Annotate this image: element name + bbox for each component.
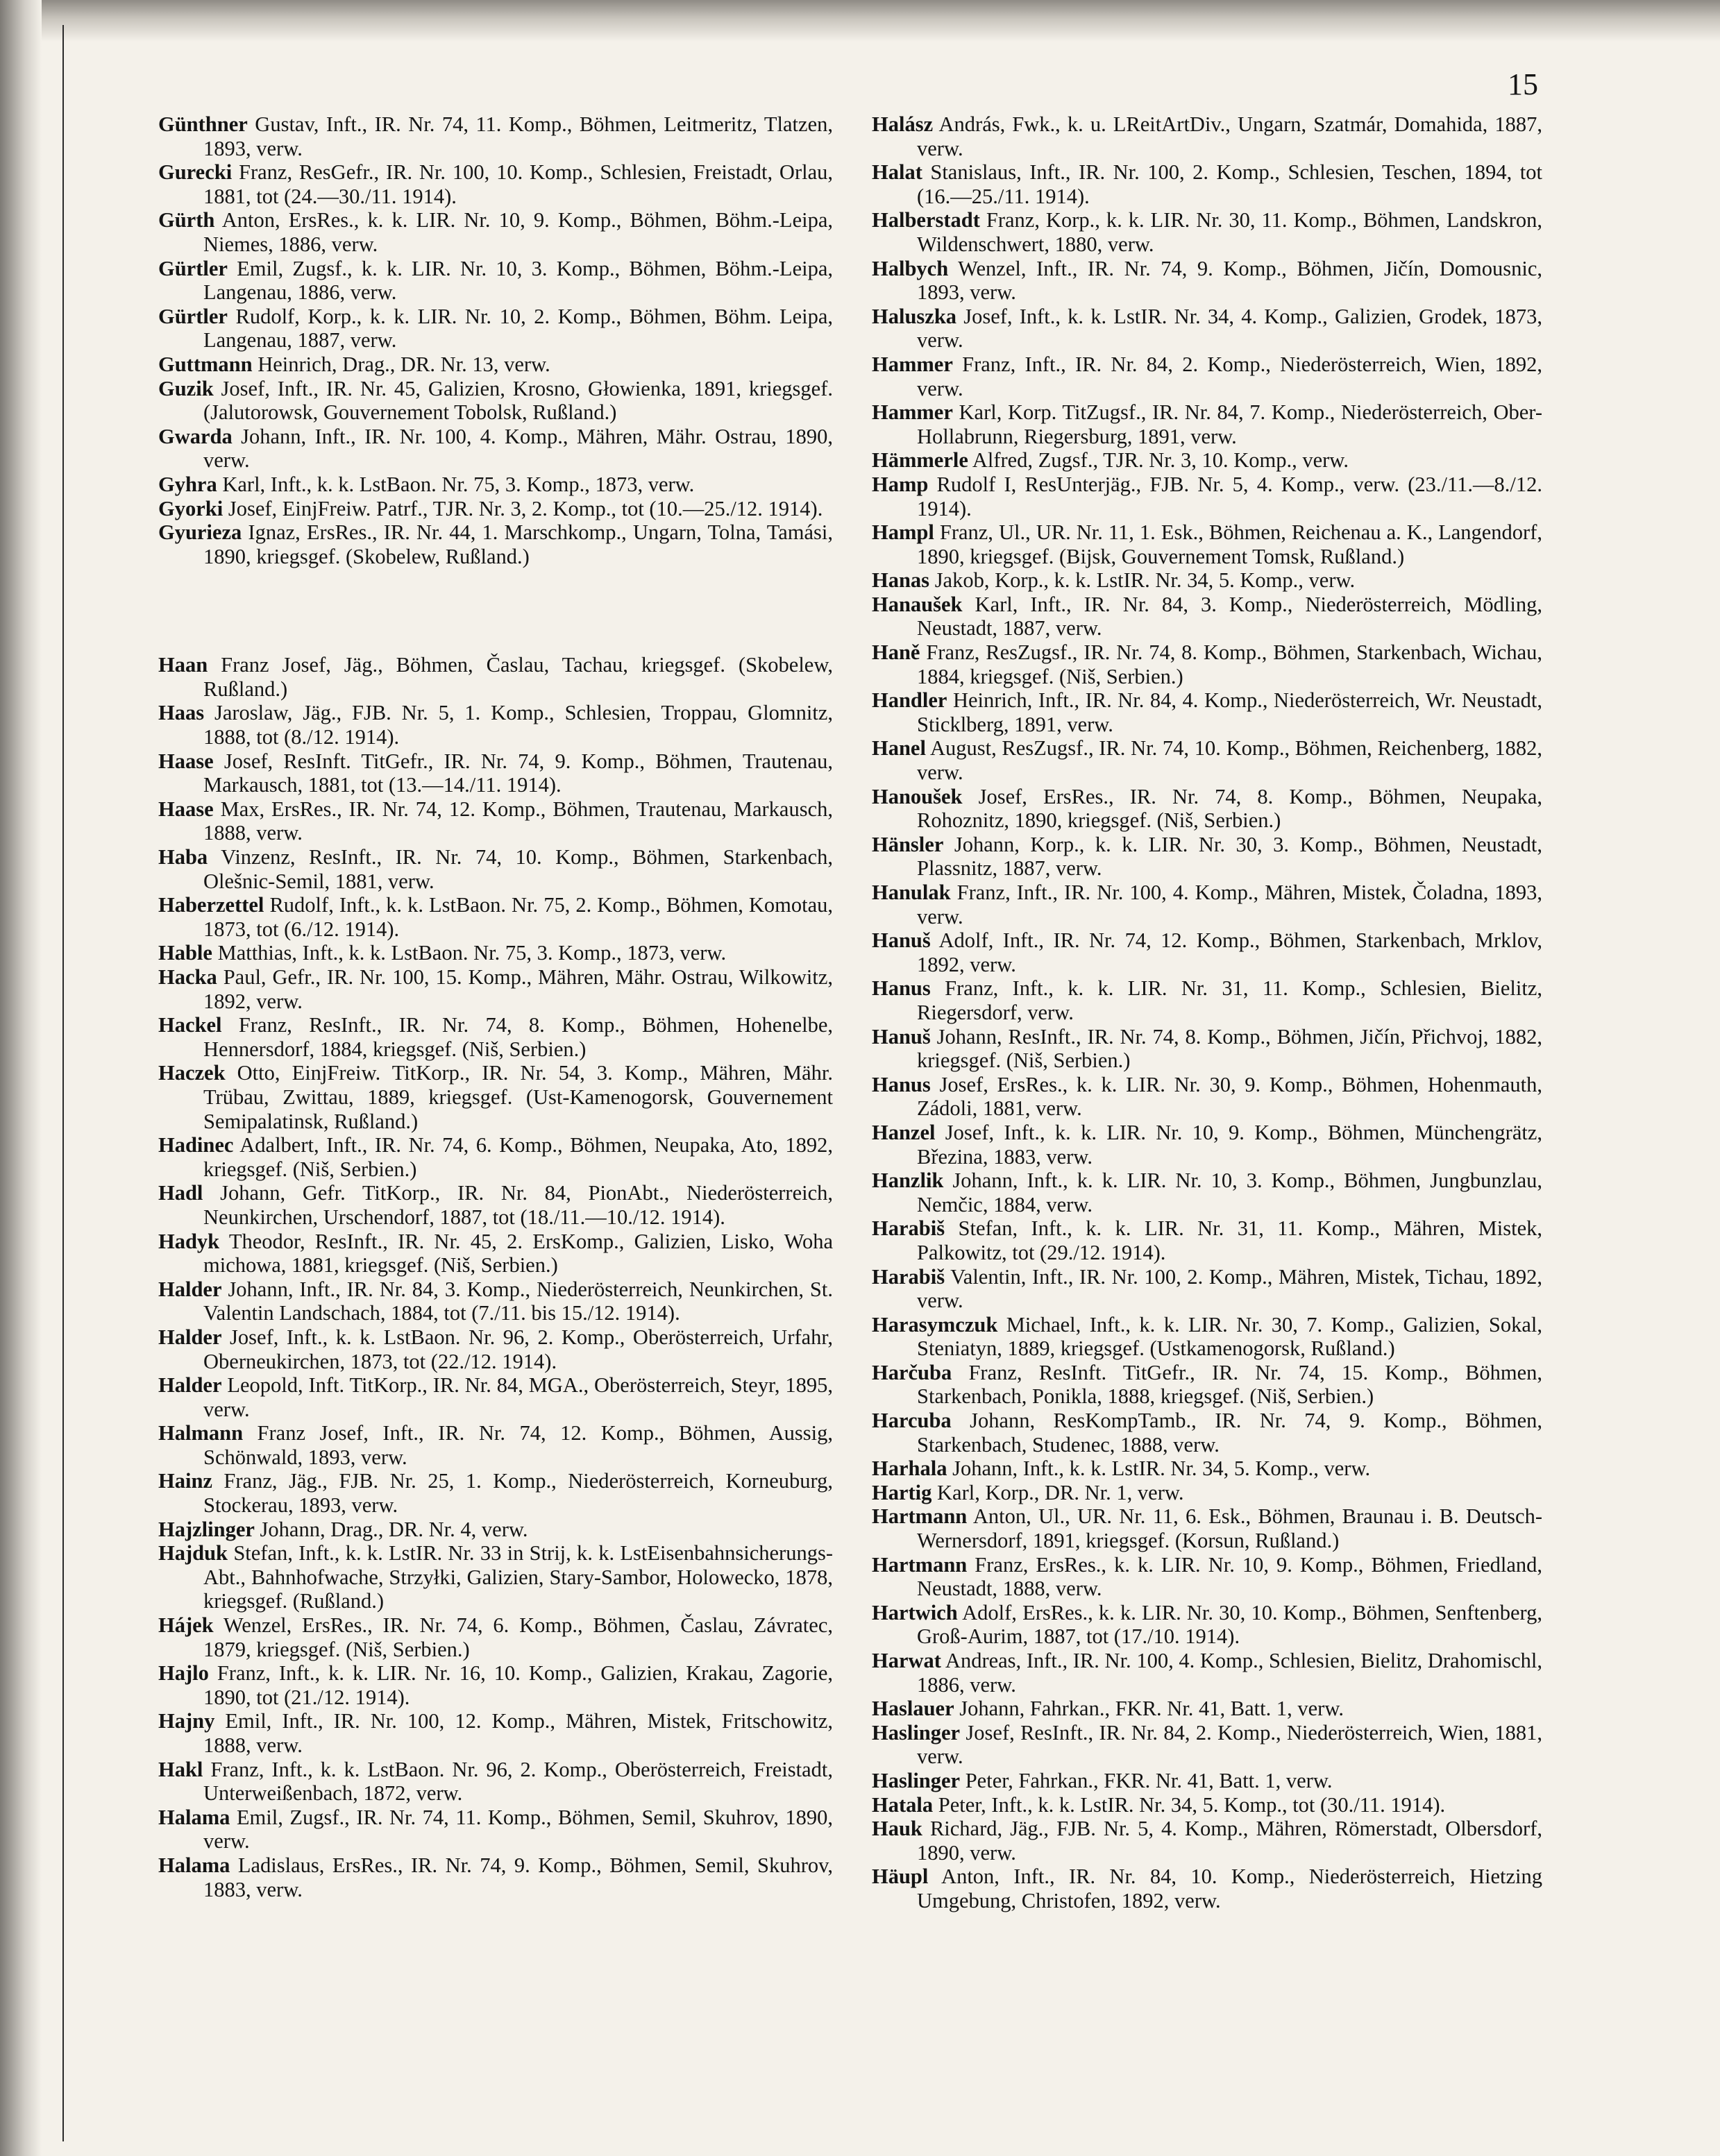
register-entry [872,640,1542,688]
entry-surname: Halbych [872,256,949,280]
entry-surname: Hacka [158,965,217,989]
entry-surname: Haluszka [872,304,957,328]
register-entry [872,208,1542,256]
entry-details: Paul, Gefr., IR. Nr. 100, 15. Komp., Mähren, Mähr. Ostrau, Wilkowitz, 1892, verw. [203,965,833,1013]
entry-surname: Gürth [158,208,215,232]
entry-surname: Günthner [158,112,248,136]
entry-details: Franz Josef, Jäg., Böhmen, Časlau, Tachau, kriegsgef. (Skobelew, Rußland.) [203,653,833,701]
entry-surname: Gurecki [158,160,233,185]
entry-surname: Hainz [158,1469,212,1493]
register-entry [872,1817,1542,1865]
entry-details: Peter, Inft., k. k. LstIR. Nr. 34, 5. Komp., tot (30./11. 1914). [933,1792,1446,1817]
entry-surname: Halder [158,1373,222,1398]
register-entry [158,1421,833,1469]
entry-details: Franz, Korp., k. k. LIR. Nr. 30, 11. Komp., Böhmen, Landskron, Wildenschwert, 1880, verw. [917,208,1542,256]
register-entry [158,653,833,701]
entry-surname: Harabiš [872,1216,945,1241]
entry-surname: Hartwich [872,1600,958,1624]
entry-details: Emil, Inft., IR. Nr. 100, 12. Komp., Mähren, Mistek, Fritschowitz, 1888, verw. [203,1709,833,1757]
entry-surname: Hartmann [872,1552,968,1577]
entry-surname: Hanuš [872,928,931,953]
register-entry [158,1709,833,1757]
entry-surname: Hamp [872,472,929,496]
entry-details: Franz, ErsRes., k. k. LIR. Nr. 10, 9. Komp., Böhmen, Friedland, Neustadt, 1888, verw. [917,1552,1542,1601]
register-entry [158,1061,833,1133]
entry-details: Wenzel, Inft., IR. Nr. 74, 9. Komp., Böhmen, Jičín, Domousnic, 1893, verw. [917,256,1542,305]
entry-details: Franz, ResInft., IR. Nr. 74, 8. Komp., Böhmen, Hohenelbe, Hennersdorf, 1884, kriegsgef. (Niš, Serbien.) [203,1013,833,1061]
entry-details: Emil, Zugsf., k. k. LIR. Nr. 10, 3. Komp., Böhmen, Böhm.-Leipa, Langenau, 1886, verw. [203,256,833,305]
entry-details: August, ResZugsf., IR. Nr. 74, 10. Komp., Böhmen, Reichenberg, 1882, verw. [917,736,1542,785]
register-entry [158,1230,833,1278]
register-entry [158,701,833,749]
register-entry [872,1865,1542,1912]
register-entry [158,893,833,941]
entry-surname: Haslauer [872,1697,954,1721]
entry-surname: Handler [872,688,947,713]
right-column [872,112,1542,1913]
entry-surname: Hakl [158,1757,203,1781]
entry-details: Josef, Inft., k. k. LstBaon. Nr. 96, 2. Komp., Oberösterreich, Urfahr, Oberneukirchen, 1873, tot (22./12. 1914). [203,1325,833,1373]
entry-details: Josef, Inft., k. k. LIR. Nr. 10, 9. Komp., Böhmen, Münchengrätz, Březina, 1883, verw. [917,1120,1542,1169]
register-entry [872,1216,1542,1264]
entry-surname: Haně [872,640,920,665]
register-entry [158,749,833,797]
entry-details: Otto, EinjFreiw. TitKorp., IR. Nr. 54, 3. Komp., Mähren, Mähr. Trübau, Zwittau, 1889, kriegsgef. (Ust-Kamenogorsk, Gouvernement Semipalatinsk, Rußland.) [203,1061,833,1133]
register-entry [158,1181,833,1229]
register-entry [872,1457,1542,1481]
entry-surname: Hänsler [872,832,944,856]
entry-surname: Hanulak [872,881,951,904]
entry-surname: Hanus [872,976,931,1001]
entry-surname: Halder [158,1277,222,1301]
register-entry [158,1661,833,1709]
right-column-entries [872,112,1542,1913]
register-entry [872,257,1542,305]
entry-surname: Hanaušek [872,592,963,616]
entry-surname: Hartig [872,1480,932,1504]
register-entry [158,1133,833,1181]
entry-details: Andreas, Inft., IR. Nr. 100, 4. Komp., Schlesien, Bielitz, Drahomischl, 1886, verw. [917,1649,1542,1697]
register-entry [158,160,833,208]
entry-details: Franz, Inft., k. k. LstBaon. Nr. 96, 2. Komp., Oberösterreich, Freistadt, Unterweißenbach, 1872, verw. [203,1757,833,1806]
entry-details: Anton, Ul., UR. Nr. 11, 6. Esk., Böhmen, Braunau i. B. Deutsch-Wernersdorf, 1891, kriegsgef. (Korsun, Rußland.) [917,1504,1542,1553]
entry-details: Anton, Inft., IR. Nr. 84, 10. Komp., Niederösterreich, Hietzing Umgebung, Christofen, 1892, verw. [917,1865,1542,1912]
entry-surname: Halmann [158,1421,244,1445]
entry-details: Adolf, Inft., IR. Nr. 74, 12. Komp., Böhmen, Starkenbach, Mrklov, 1892, verw. [917,928,1542,976]
entry-surname: Hajny [158,1709,215,1733]
register-entry [158,1806,833,1853]
entry-details: Leopold, Inft. TitKorp., IR. Nr. 84, MGA., Oberösterreich, Steyr, 1895, verw. [203,1373,833,1421]
register-entry [158,208,833,256]
register-entry [872,160,1542,208]
entry-details: Rudolf, Korp., k. k. LIR. Nr. 10, 2. Komp., Böhmen, Böhm. Leipa, Langenau, 1887, verw. [203,304,833,353]
entry-details: Franz, Inft., k. k. LIR. Nr. 31, 11. Komp., Schlesien, Bielitz, Riegersdorf, verw. [917,976,1542,1024]
entry-surname: Harcuba [872,1409,952,1433]
entry-surname: Gyhra [158,472,217,496]
register-entry [158,520,833,568]
entry-details: Josef, EinjFreiw. Patrf., TJR. Nr. 3, 2. Komp., tot (10.—25./12. 1914). [223,496,823,520]
entry-surname: Halász [872,112,934,136]
entry-surname: Guttmann [158,352,253,376]
register-entry [158,497,833,521]
left-column-entries-g [158,112,833,568]
left-column-entries-h [158,653,833,1901]
entry-details: Johann, Inft., IR. Nr. 100, 4. Komp., Mähren, Mähr. Ostrau, 1890, verw. [203,424,833,473]
register-entry [158,1325,833,1373]
entry-surname: Haan [158,653,208,677]
register-entry [872,520,1542,568]
entry-surname: Hanzel [872,1120,936,1144]
section-gap [158,568,833,653]
entry-details: Josef, Inft., k. k. LstIR. Nr. 34, 4. Komp., Galizien, Grodek, 1873, verw. [917,304,1542,353]
entry-details: Ladislaus, ErsRes., IR. Nr. 74, 9. Komp., Böhmen, Semil, Skuhrov, 1883, verw. [203,1853,833,1901]
register-entry [872,305,1542,353]
register-entry [872,473,1542,520]
entry-surname: Harčuba [872,1360,952,1384]
entry-surname: Hanus [872,1072,931,1096]
register-entry [872,1121,1542,1169]
entry-surname: Haase [158,797,214,821]
register-entry [158,1613,833,1661]
register-entry [872,1361,1542,1409]
register-entry [158,473,833,497]
entry-details: Johann, Inft., k. k. LstIR. Nr. 34, 5. Komp., verw. [947,1457,1371,1481]
entry-details: Franz, Inft., IR. Nr. 84, 2. Komp., Niederösterreich, Wien, 1892, verw. [917,352,1542,400]
entry-surname: Hadyk [158,1229,220,1253]
entry-details: Johann, Inft., k. k. LIR. Nr. 10, 3. Komp., Böhmen, Jungbunzlau, Nemčic, 1884, verw. [917,1169,1542,1216]
entry-details: Gustav, Inft., IR. Nr. 74, 11. Komp., Böhmen, Leitmeritz, Tlatzen, 1893, verw. [203,112,833,160]
entry-surname: Hampl [872,520,934,545]
register-entry [158,1373,833,1421]
register-entry [872,833,1542,881]
entry-details: Franz, ResInft. TitGefr., IR. Nr. 74, 15. Komp., Böhmen, Starkenbach, Ponikla, 1888, kriegsgef. (Niš, Serbien.) [917,1360,1542,1409]
register-entry [872,688,1542,736]
entry-details: Alfred, Zugsf., TJR. Nr. 3, 10. Komp., verw. [968,448,1349,473]
entry-surname: Hájek [158,1613,214,1638]
register-entry [872,1025,1542,1073]
register-entry [158,1518,833,1542]
register-entry [872,593,1542,640]
entry-surname: Hable [158,941,212,965]
entry-details: Karl, Inft., k. k. LstBaon. Nr. 75, 3. Komp., 1873, verw. [217,472,695,496]
entry-details: Josef, Inft., IR. Nr. 45, Galizien, Krosno, Głowienka, 1891, kriegsgef. (Jalutorowsk, Gouvernement Tobolsk, Rußland.) [203,376,833,425]
register-entry [872,1697,1542,1721]
register-entry [872,1793,1542,1817]
register-entry [158,377,833,425]
register-entry [158,305,833,353]
entry-surname: Guzik [158,376,214,400]
register-entry [158,1541,833,1613]
register-entry [158,1013,833,1061]
entry-surname: Haczek [158,1061,226,1085]
register-entry [872,400,1542,448]
entry-surname: Hanas [872,568,930,593]
entry-surname: Gyorki [158,496,224,520]
scan-edge-top [0,0,1720,42]
entry-surname: Hauk [872,1817,922,1841]
entry-surname: Haase [158,749,214,773]
entry-surname: Hatala [872,1792,934,1817]
register-entry [158,112,833,160]
entry-details: Michael, Inft., k. k. LIR. Nr. 30, 7. Komp., Galizien, Sokal, Steniatyn, 1889, kriegsgef. (Ustkamenogorsk, Rußland.) [917,1312,1542,1361]
entry-details: Stefan, Inft., k. k. LstIR. Nr. 33 in Strij, k. k. LstEisenbahnsicherungs-Abt., Bahnhofwache, Strzyłki, Galizien, Stary-Sambor, Holowecko, 1878, kriegsgef. (Rußland.) [203,1541,833,1613]
register-entry [872,1073,1542,1121]
register-entry [158,797,833,845]
register-entry [872,1721,1542,1769]
entry-details: Johann, Gefr. TitKorp., IR. Nr. 84, PionAbt., Niederösterreich, Neunkirchen, Urschendorf, 1887, tot (18./11.—10./12. 1914). [203,1181,833,1229]
register-entry [158,1278,833,1325]
entry-details: Heinrich, Inft., IR. Nr. 84, 4. Komp., Niederösterreich, Wr. Neustadt, Sticklberg, 1891, verw. [917,688,1542,736]
register-entry [872,112,1542,160]
entry-details: Stanislaus, Inft., IR. Nr. 100, 2. Komp., Schlesien, Teschen, 1894, tot (16.—25./11. 1914). [917,160,1542,208]
entry-surname: Harwat [872,1649,941,1672]
entry-details: Johann, ResInft., IR. Nr. 74, 8. Komp., Böhmen, Jičín, Přichvoj, 1882, kriegsgef. (Niš, Serbien.) [917,1024,1542,1073]
register-entry [872,1409,1542,1457]
register-entry [158,257,833,305]
entry-surname: Hämmerle [872,448,968,473]
entry-details: Theodor, ResInft., IR. Nr. 45, 2. ErsKomp., Galizien, Lisko, Woha michowa, 1881, kriegsgef. (Niš, Serbien.) [203,1229,833,1278]
entry-surname: Haslinger [872,1768,961,1792]
entry-details: Johann, Inft., IR. Nr. 84, 3. Komp., Niederösterreich, Neunkirchen, St. Valentin Landschach, 1884, tot (7./11. bis 15./12. 1914). [203,1277,833,1325]
entry-surname: Halama [158,1853,230,1877]
entry-surname: Hajzlinger [158,1517,255,1541]
register-entry [872,881,1542,928]
entry-surname: Gürtler [158,256,228,280]
entry-surname: Hammer [872,352,953,376]
entry-details: Karl, Korp., DR. Nr. 1, verw. [931,1480,1184,1504]
entry-details: Franz, ResGefr., IR. Nr. 100, 10. Komp., Schlesien, Freistadt, Orlau, 1881, tot (24.—30./11. 1914). [203,160,833,208]
entry-details: Max, ErsRes., IR. Nr. 74, 12. Komp., Böhmen, Trautenau, Markausch, 1888, verw. [203,797,833,845]
register-entry [158,965,833,1013]
register-entry [872,353,1542,400]
register-entry [872,448,1542,473]
entry-surname: Haas [158,701,205,725]
entry-details: Johann, ResKompTamb., IR. Nr. 74, 9. Komp., Böhmen, Starkenbach, Studenec, 1888, verw. [917,1409,1542,1457]
entry-surname: Hartmann [872,1504,968,1529]
register-entry [872,1481,1542,1505]
entry-surname: Häupl [872,1865,929,1889]
entry-surname: Harasymczuk [872,1312,998,1336]
entry-surname: Haba [158,845,208,869]
entry-surname: Hadl [158,1181,203,1205]
entry-surname: Hajlo [158,1661,209,1686]
entry-details: Ignaz, ErsRes., IR. Nr. 44, 1. Marschkomp., Ungarn, Tolna, Tamási, 1890, kriegsgef. (Skobelew, Rußland.) [203,520,833,568]
register-entry [158,845,833,893]
entry-details: Richard, Jäg., FJB. Nr. 5, 4. Komp., Mähren, Römerstadt, Olbersdorf, 1890, verw. [917,1817,1542,1865]
entry-details: Anton, ErsRes., k. k. LIR. Nr. 10, 9. Komp., Böhmen, Böhm.-Leipa, Niemes, 1886, verw. [203,208,833,256]
register-entry [158,1469,833,1517]
margin-rule [62,25,64,2141]
entry-surname: Haslinger [872,1720,961,1745]
entry-surname: Gürtler [158,304,228,328]
register-entry [158,425,833,473]
entry-surname: Hanoušek [872,784,963,808]
page-number: 15 [1508,67,1538,101]
entry-details: Franz, Inft., k. k. LIR. Nr. 16, 10. Komp., Galizien, Krakau, Zagorie, 1890, tot (21./12. 1914). [203,1661,833,1709]
register-entry [872,976,1542,1024]
entry-details: Franz, Ul., UR. Nr. 11, 1. Esk., Böhmen, Reichenau a. K., Langendorf, 1890, kriegsgef. (Bijsk, Gouvernement Tomsk, Rußland.) [917,520,1542,568]
entry-surname: Hadinec [158,1133,234,1157]
entry-surname: Hanuš [872,1024,931,1049]
entry-details: Heinrich, Drag., DR. Nr. 13, verw. [252,352,550,376]
entry-details: Franz, Jäg., FJB. Nr. 25, 1. Komp., Niederösterreich, Korneuburg, Stockerau, 1893, verw. [203,1469,833,1518]
register-entry [158,1853,833,1901]
entry-surname: Haberzettel [158,893,264,917]
entry-details: Johann, Fahrkan., FKR. Nr. 41, Batt. 1, verw. [954,1697,1344,1721]
entry-surname: Halama [158,1805,230,1829]
entry-details: Josef, ResInft. TitGefr., IR. Nr. 74, 9. Komp., Böhmen, Trautenau, Markausch, 1881, tot (13.—14./11. 1914). [203,749,833,797]
entry-details: Rudolf I, ResUnterjäg., FJB. Nr. 5, 4. Komp., verw. (23./11.—8./12. 1914). [917,472,1542,520]
entry-details: Johann, Drag., DR. Nr. 4, verw. [254,1517,528,1541]
register-entry [158,1758,833,1806]
entry-details: Adolf, ErsRes., k. k. LIR. Nr. 30, 10. Komp., Böhmen, Senftenberg, Groß-Aurim, 1887, tot (17./10. 1914). [917,1600,1542,1649]
entry-surname: Harabiš [872,1264,945,1289]
entry-details: Franz, Inft., IR. Nr. 100, 4. Komp., Mähren, Mistek, Čoladna, 1893, verw. [917,881,1542,928]
entry-details: Karl, Inft., IR. Nr. 84, 3. Komp., Niederösterreich, Mödling, Neustadt, 1887, verw. [917,592,1542,640]
entry-details: Karl, Korp. TitZugsf., IR. Nr. 84, 7. Komp., Niederösterreich, Ober-Hollabrunn, Riegersburg, 1891, verw. [917,400,1542,448]
entry-details: Josef, ErsRes., k. k. LIR. Nr. 30, 9. Komp., Böhmen, Hohenmauth, Zádoli, 1881, verw. [917,1072,1542,1121]
entry-details: András, Fwk., k. u. LReitArtDiv., Ungarn, Szatmár, Domahida, 1887, verw. [917,112,1542,160]
register-entry [872,1769,1542,1793]
entry-surname: Hanel [872,736,926,761]
register-entry [872,568,1542,593]
entry-details: Adalbert, Inft., IR. Nr. 74, 6. Komp., Böhmen, Neupaka, Ato, 1892, kriegsgef. (Niš, Serbien.) [203,1133,833,1181]
register-entry [872,1313,1542,1361]
entry-details: Jaroslaw, Jäg., FJB. Nr. 5, 1. Komp., Schlesien, Troppau, Glomnitz, 1888, tot (8./12. 1914). [203,701,833,749]
entry-details: Emil, Zugsf., IR. Nr. 74, 11. Komp., Böhmen, Semil, Skuhrov, 1890, verw. [203,1805,833,1853]
entry-details: Jakob, Korp., k. k. LstIR. Nr. 34, 5. Komp., verw. [929,568,1356,593]
register-entry [872,785,1542,833]
register-entry [872,736,1542,784]
register-entry [158,353,833,377]
register-entry [872,1553,1542,1601]
register-entry [872,1265,1542,1313]
entry-details: Stefan, Inft., k. k. LIR. Nr. 31, 11. Komp., Mähren, Mistek, Palkowitz, tot (29./12. 1914). [917,1216,1542,1264]
entry-surname: Gyurieza [158,520,242,545]
entry-surname: Hammer [872,400,953,425]
entry-details: Matthias, Inft., k. k. LstBaon. Nr. 75, 3. Komp., 1873, verw. [212,941,727,965]
entry-details: Peter, Fahrkan., FKR. Nr. 41, Batt. 1, verw. [960,1768,1333,1792]
register-entry [872,928,1542,976]
entry-surname: Gwarda [158,424,233,448]
register-entry [872,1169,1542,1216]
entry-details: Vinzenz, ResInft., IR. Nr. 74, 10. Komp., Böhmen, Starkenbach, Olešnic-Semil, 1881, verw. [203,845,833,893]
register-entry [872,1601,1542,1649]
left-column [158,112,833,1901]
register-entry [872,1649,1542,1697]
entry-details: Wenzel, ErsRes., IR. Nr. 74, 6. Komp., Böhmen, Časlau, Závratec, 1879, kriegsgef. (Niš, Serbien.) [203,1613,833,1661]
entry-details: Franz, ResZugsf., IR. Nr. 74, 8. Komp., Böhmen, Starkenbach, Wichau, 1884, kriegsgef. (Niš, Serbien.) [917,640,1542,688]
entry-details: Johann, Korp., k. k. LIR. Nr. 30, 3. Komp., Böhmen, Neustadt, Plassnitz, 1887, verw. [917,832,1542,881]
scan-edge-left [0,0,42,2156]
entry-details: Josef, ErsRes., IR. Nr. 74, 8. Komp., Böhmen, Neupaka, Rohoznitz, 1890, kriegsgef. (Niš, Serbien.) [917,784,1542,833]
register-entry [158,941,833,965]
entry-surname: Harhala [872,1457,947,1481]
register-entry [872,1504,1542,1552]
entry-surname: Halder [158,1325,222,1349]
entry-details: Valentin, Inft., IR. Nr. 100, 2. Komp., Mähren, Mistek, Tichau, 1892, verw. [917,1264,1542,1313]
entry-surname: Hanzlik [872,1169,944,1193]
entry-surname: Hackel [158,1013,222,1037]
entry-surname: Hajduk [158,1541,228,1565]
entry-details: Rudolf, Inft., k. k. LstBaon. Nr. 75, 2. Komp., Böhmen, Komotau, 1873, tot (6./12. 1914). [203,893,833,941]
entry-surname: Halberstadt [872,208,980,232]
entry-surname: Halat [872,160,922,185]
entry-details: Josef, ResInft., IR. Nr. 84, 2. Komp., Niederösterreich, Wien, 1881, verw. [917,1720,1542,1769]
entry-details: Franz Josef, Inft., IR. Nr. 74, 12. Komp., Böhmen, Aussig, Schönwald, 1893, verw. [203,1421,833,1469]
